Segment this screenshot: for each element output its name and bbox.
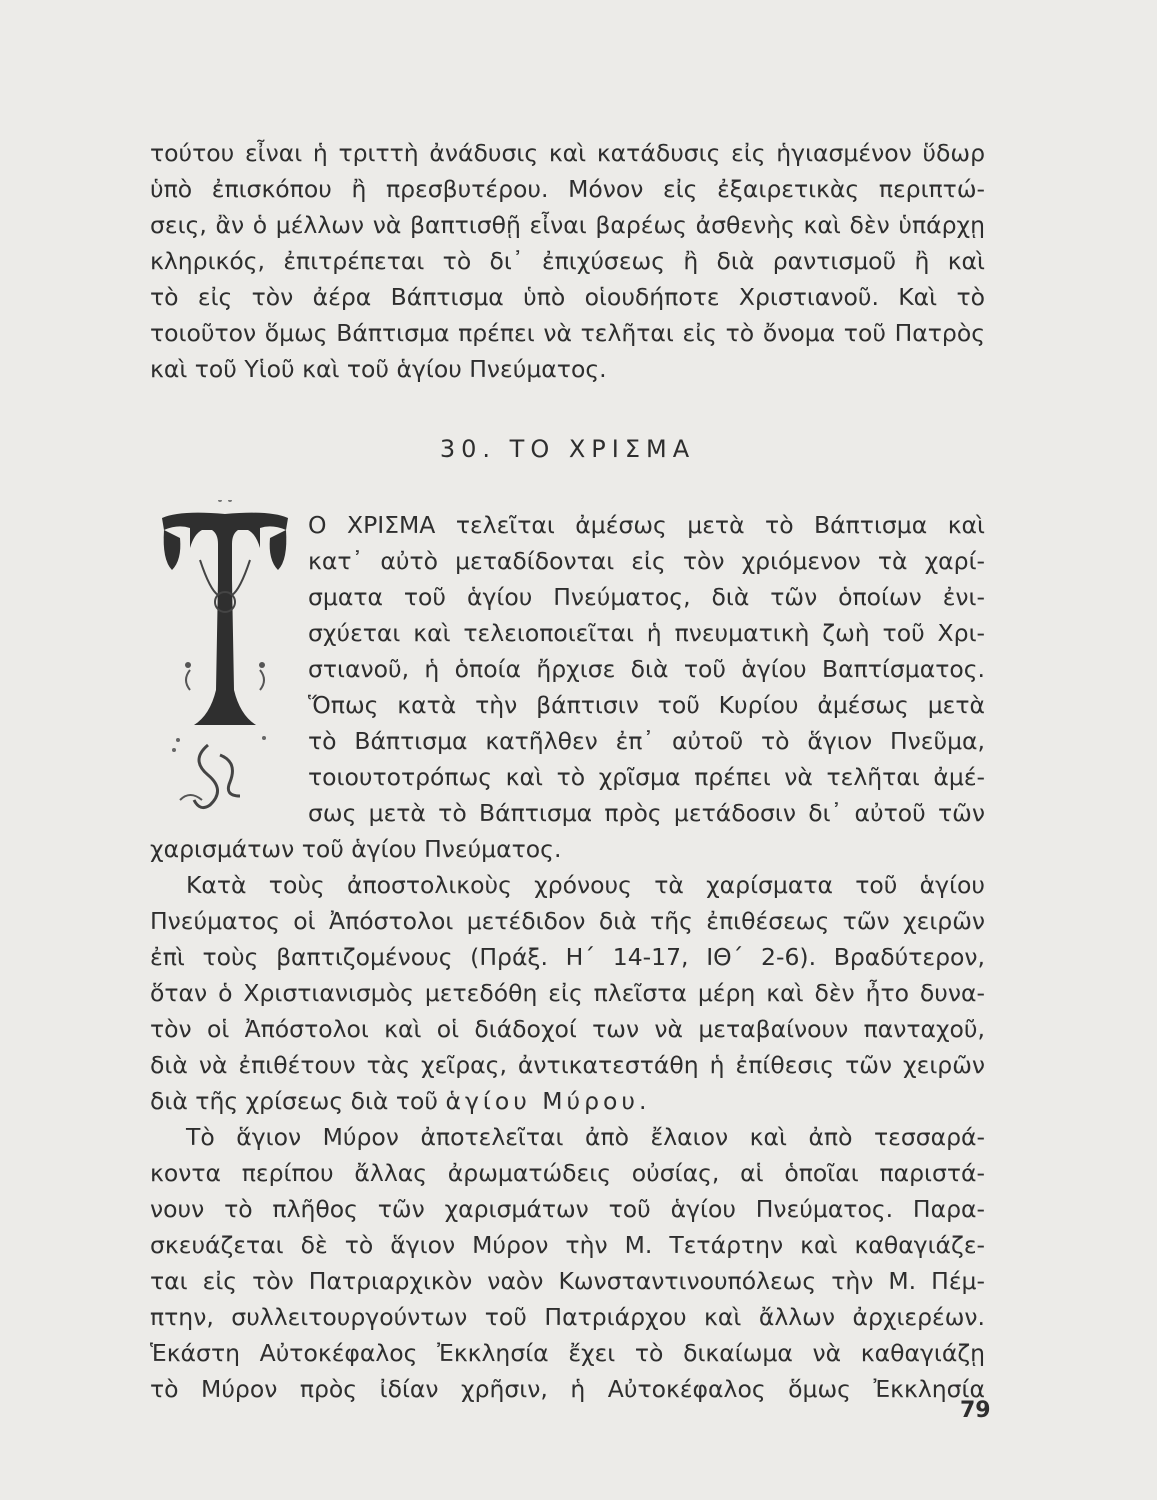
text-line: Κατὰ τοὺς ἀποστολικοὺς χρόνους τὰ χαρίσματα τοῦ ἁγίου [186,871,985,899]
text-span: διὰ τῆς χρίσεως διὰ τοῦ [150,1087,446,1115]
text-line: σματα τοῦ ἁγίου Πνεύματος, διὰ τῶν ὁποίων ἐνι- [308,583,985,611]
text-line: καὶ τοῦ Υἱοῦ καὶ τοῦ ἁγίου Πνεύματος. [150,355,607,383]
text-line: τὸ εἰς τὸν ἀέρα Βάπτισμα ὑπὸ οἱουδήποτε Χριστιανοῦ. Καὶ τὸ [150,283,985,311]
text-line: σκευάζεται δὲ τὸ ἅγιον Μύρον τὴν Μ. Τετάρτην καὶ καθαγιάζε- [150,1231,985,1259]
drop-cap-ornament [160,500,290,830]
text-line: κληρικός, ἐπιτρέπεται τὸ δι᾽ ἐπιχύσεως ἢ διὰ ραντισμοῦ ἢ καὶ [150,247,985,275]
text-line: πτην, συλλειτουργούντων τοῦ Πατριάρχου καὶ ἄλλων ἀρχιερέων. [150,1303,985,1331]
text-line: νουν τὸ πλῆθος τῶν χαρισμάτων τοῦ ἁγίου Πνεύματος. Παρα- [150,1195,985,1223]
text-line: τὸ Βάπτισμα κατῆλθεν ἐπ᾽ αὐτοῦ τὸ ἅγιον Πνεῦμα, [308,727,985,755]
text-line: ἐπὶ τοὺς βαπτιζομένους (Πράξ. Η΄ 14-17, ΙΘ΄ 2-6). Βραδύτερον, [150,943,985,971]
text-line: τοιοῦτον ὅμως Βάπτισμα πρέπει νὰ τελῆται εἰς τὸ ὄνομα τοῦ Πατρὸς [150,319,985,347]
text-line: στιανοῦ, ἡ ὁποία ἤρχισε διὰ τοῦ ἁγίου Βαπτίσματος. [308,655,985,683]
page-number: 79 [960,1398,991,1423]
text-line: τοιουτοτρόπως καὶ τὸ χρῖσμα πρέπει νὰ τελῆται ἀμέ- [308,763,985,791]
text-line: ται εἰς τὸν Πατριαρχικὸν ναὸν Κωνσταντινουπόλεως τὴν Μ. Πέμ- [150,1267,985,1295]
text-line: κατ᾽ αὐτὸ μεταδίδονται εἰς τὸν χριόμενον τὰ χαρί- [308,547,985,575]
text-line: σεις, ἂν ὁ μέλλων νὰ βαπτισθῇ εἶναι βαρέως ἀσθενὴς καὶ δὲν ὑπάρχῃ [150,211,985,239]
spaced-text: ἁγίου Μύρου. [445,1087,651,1115]
text-line: Ὅπως κατὰ τὴν βάπτισιν τοῦ Κυρίου ἀμέσως μετὰ [308,691,985,719]
text-line: τούτου εἶναι ἡ τριττὴ ἀνάδυσις καὶ κατάδυσις εἰς ἡγιασμένον ὕδωρ [150,139,985,167]
text-line: ὑπὸ ἐπισκόπου ἢ πρεσβυτέρου. Μόνον εἰς ἐξαιρετικὰς περιπτώ- [150,175,985,203]
text-line: χαρισμάτων τοῦ ἁγίου Πνεύματος. [150,835,562,863]
text-line: σχύεται καὶ τελειοποιεῖται ἡ πνευματικὴ ζωὴ τοῦ Χρι- [308,619,985,647]
text-line [150,1084,985,1118]
section-heading: 30. ΤΟ ΧΡΙΣΜΑ [439,435,696,463]
text-line: ὅταν ὁ Χριστιανισμὸς μετεδόθη εἰς πλεῖστα μέρη καὶ δὲν ἦτο δυνα- [150,979,985,1007]
text-line: τὸν οἱ Ἀπόστολοι καὶ οἱ διάδοχοί των νὰ μεταβαίνουν πανταχοῦ, [150,1015,985,1043]
drop-cap-letter: Τ [160,500,161,501]
text-line: Ἑκάστη Αὐτοκέφαλος Ἐκκλησία ἔχει τὸ δικαίωμα νὰ καθαγιάζῃ [150,1339,985,1367]
text-line: διὰ νὰ ἐπιθέτουν τὰς χεῖρας, ἀντικατεστάθη ἡ ἐπίθεσις τῶν χειρῶν [150,1051,985,1079]
text-line: τὸ Μύρον πρὸς ἰδίαν χρῆσιν, ἡ Αὐτοκέφαλος ὅμως Ἐκκλησία [150,1375,985,1403]
text-line: Ο ΧΡΙΣΜΑ τελεῖται ἀμέσως μετὰ τὸ Βάπτισμα καὶ [308,511,985,539]
text-line: Τὸ ἅγιον Μύρον ἀποτελεῖται ἀπὸ ἔλαιον καὶ ἀπὸ τεσσαρά- [186,1123,985,1151]
text-line: κοντα περίπου ἄλλας ἀρωματώδεις οὐσίας, αἱ ὁποῖαι παριστά- [150,1159,985,1187]
text-line: Πνεύματος οἱ Ἀπόστολοι μετέδιδον διὰ τῆς ἐπιθέσεως τῶν χειρῶν [150,907,985,935]
text-line: σως μετὰ τὸ Βάπτισμα πρὸς μετάδοσιν δι᾽ αὐτοῦ τῶν [308,799,985,827]
